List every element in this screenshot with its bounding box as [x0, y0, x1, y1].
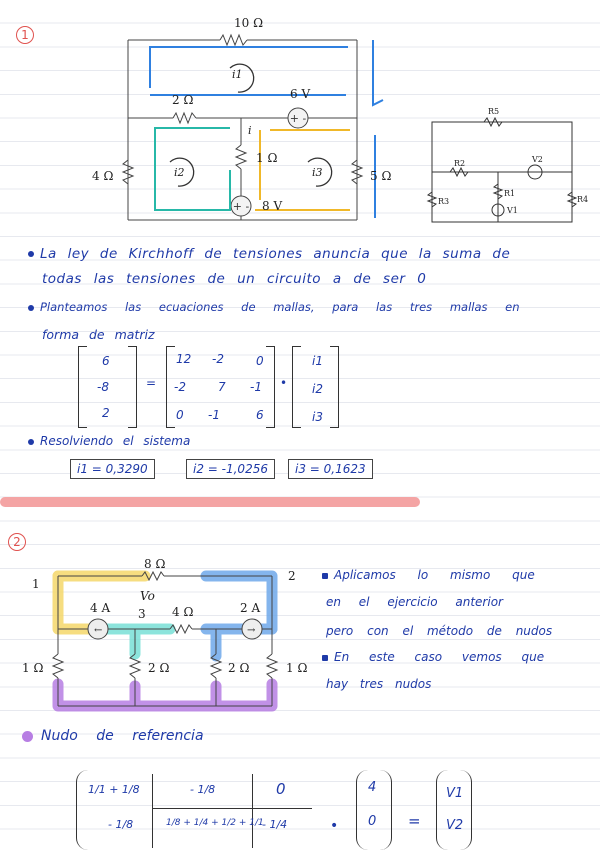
mesh3-label: i3 — [312, 166, 323, 179]
result-i2: i2 = -1,0256 — [186, 459, 275, 479]
notebook-page: 1 + - + - 10 Ω 2 Ω 6 V 4 Ω 1 Ω 5 Ω 8 V i1 i2 i3 i R5 R2 R1 R3 R4 V2 V1 La ley de Kirchhoff de tensiones anuncia que la suma de todas las tensiones de un circuito a de ser 0 Planteamos las ecuaciones de mallas, para las tres mallas en forma de matriz 6 -8 2 = 12 -2 0 -2 7 -1 0 -1 6 • i1 i2 i3 Resolviendo el sistema i1 = 0,3290 i2 = -1,0256 i3 = 0,1623 2 ← → 1 2 3 8 Ω Vo 4 A 4 Ω 2 A 1 Ω 2 Ω 2 Ω 1 Ω Aplicamos lo mismo que en el ejercicio anterior pero con el método de nudos En este caso vemos que hay tres nudos Nudo de referencia 1/1 + 1/8 - 1/8 0 - 1/8 1/8 + 1/4 + 1/2 + 1/1 - 1/4 • 4 0 = V1 V2 — [0, 0, 600, 848]
r-center-label: 1 Ω — [256, 151, 278, 165]
svg-text:R3: R3 — [438, 197, 450, 206]
text-line-1b: todas las tensiones de un circuito a de ser 0 — [42, 271, 427, 287]
text-2e: hay tres nudos — [326, 677, 432, 691]
r-c1-label: 2 Ω — [148, 661, 170, 675]
section-number-1: 1 — [16, 26, 34, 44]
r-top-label: 10 Ω — [234, 16, 264, 30]
text-2b: en el ejercicio anterior — [326, 595, 503, 609]
text-line-2b: forma de matriz — [42, 327, 155, 342]
mesh2-label: i2 — [174, 166, 185, 179]
svg-text:V1: V1 — [507, 206, 518, 215]
svg-text:+ -: + - — [232, 200, 250, 213]
text-2a: Aplicamos lo mismo que — [322, 568, 535, 582]
branch-current-label: i — [248, 124, 252, 137]
reference-node-note: Nudo de referencia — [22, 728, 204, 744]
text-line-3: Resolviendo el sistema — [28, 434, 190, 448]
r-mid-label: 2 Ω — [172, 93, 194, 107]
mesh-circuit-diagram — [92, 10, 415, 230]
v-upper-label: 6 V — [290, 87, 311, 101]
text-line-1a: La ley de Kirchhoff de tensiones anuncia que la suma de — [28, 246, 510, 262]
text-2c: pero con el método de nudos — [326, 624, 553, 638]
node1-label: 1 — [32, 577, 40, 591]
r-right-2-label: 1 Ω — [286, 661, 308, 675]
svg-text:+ -: + - — [289, 112, 307, 125]
generic-circuit-diagram — [420, 100, 590, 230]
svg-text:→: → — [247, 625, 256, 636]
section-divider — [0, 497, 420, 507]
result-i3: i3 = 0,1623 — [288, 459, 373, 479]
vo-label: Vo — [140, 589, 155, 603]
svg-text:R2: R2 — [454, 159, 466, 168]
r-top-2-label: 8 Ω — [144, 557, 166, 571]
text-2d: En este caso vemos que — [322, 650, 544, 664]
node2-label: 2 — [288, 569, 296, 583]
svg-text:R4: R4 — [577, 195, 589, 204]
result-i1: i1 = 0,3290 — [70, 459, 155, 479]
cs-right-label: 2 A — [240, 601, 261, 615]
r-mid-2-label: 4 Ω — [172, 605, 194, 619]
r-right-label: 5 Ω — [370, 169, 392, 183]
svg-text:V2: V2 — [532, 155, 543, 164]
text-line-2a: Planteamos las ecuaciones de mallas, para las tres mallas en — [28, 300, 520, 314]
r-left-label: 4 Ω — [92, 169, 114, 183]
r-c2-label: 2 Ω — [228, 661, 250, 675]
svg-text:R5: R5 — [488, 107, 500, 116]
section-number-2: 2 — [8, 533, 26, 551]
r-left-2-label: 1 Ω — [22, 661, 44, 675]
cs-left-label: 4 A — [90, 601, 111, 615]
svg-text:R1: R1 — [504, 189, 516, 198]
node3-label: 3 — [138, 607, 146, 621]
v-lower-label: 8 V — [262, 199, 283, 213]
mesh1-label: i1 — [232, 68, 243, 81]
svg-text:←: ← — [94, 625, 103, 636]
nodal-circuit-diagram — [10, 556, 315, 716]
